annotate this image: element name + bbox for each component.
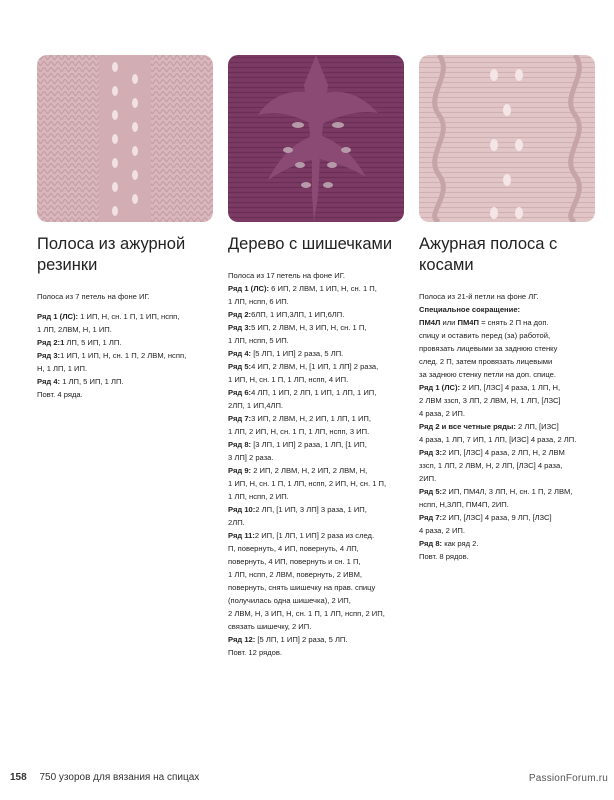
row-text: (получилась одна шишечка), 2 ИП, xyxy=(228,596,351,605)
swatch-image-lace-with-cables xyxy=(419,55,595,222)
row-label: Ряд 1 (ЛС): xyxy=(228,284,270,293)
instruction-line xyxy=(419,524,609,537)
instruction-line xyxy=(37,290,215,303)
row-text: 2ЛП, 1 ИП,4ЛП. xyxy=(228,401,284,410)
row-label: Ряд 12: xyxy=(228,635,256,644)
instruction-line xyxy=(228,321,408,334)
row-text: [3 ЛП, 1 ИП] 2 раза, 1 ЛП, [1 ИП, xyxy=(251,440,367,449)
row-text: 1 ЛП, 2ЛВМ, Н, 1 ИП. xyxy=(37,325,112,334)
instruction-line xyxy=(419,537,609,550)
pattern-column-tree xyxy=(228,234,408,659)
row-text: 2 ЛВМ ззсп, 3 ЛП, 2 ЛВМ, Н, 1 ЛП, [ЛЗС] xyxy=(419,396,561,405)
row-text: Повт. 4 ряда. xyxy=(37,390,83,399)
row-text: 2 ИП, 2 ЛВМ, Н, 2 ИП, 2 ЛВМ, Н, xyxy=(251,466,368,475)
pattern-title: Ажурная полоса с косами xyxy=(419,235,558,274)
instruction-line xyxy=(228,399,408,412)
row-text: Повт. 8 рядов. xyxy=(419,552,469,561)
instruction-line xyxy=(37,323,215,336)
instruction-line xyxy=(419,433,609,446)
row-text: 1 ЛП, нспп, 2 ЛВМ, повернуть, 2 ИВМ, xyxy=(228,570,363,579)
instructions xyxy=(419,290,609,563)
row-text: 1 ИП, Н, сн. 1 П, 1 ЛП, нспп, 2 ИП, Н, сн. 1 П, xyxy=(228,479,387,488)
instruction-line xyxy=(228,607,408,620)
instruction-line xyxy=(419,329,609,342)
row-label: Ряд 5: xyxy=(419,487,443,496)
row-text: повернуть, 4 ИП, повернуть и сн. 1 П, xyxy=(228,557,361,566)
instruction-line xyxy=(228,516,408,529)
instruction-line xyxy=(419,394,609,407)
row-text: 4 раза, 2 ИП. xyxy=(419,526,465,535)
row-label: Ряд 8: xyxy=(419,539,443,548)
row-label: ПМ4П xyxy=(457,318,479,327)
instruction-line xyxy=(37,388,215,401)
instruction-line xyxy=(419,316,609,329)
instruction-line xyxy=(419,290,609,303)
row-text: 2 ИП, [ЛЗС] 4 раза, 9 ЛП, [ЛЗС] xyxy=(442,513,552,522)
row-text: Полоса из 7 петель на фоне ИГ. xyxy=(37,292,150,301)
instruction-line xyxy=(419,407,609,420)
pattern-column-lace-rib xyxy=(37,234,215,401)
row-text: связать шишечку, 2 ИП. xyxy=(228,622,312,631)
row-text: 5 ИП, 2 ЛВМ, Н, 3 ИП, Н, сн. 1 П, xyxy=(251,323,367,332)
row-label: Ряд 3: xyxy=(419,448,443,457)
row-label: Специальное сокращение: xyxy=(419,305,521,314)
row-text: нспп, Н,3ЛП, ПМ4П, 2ИП. xyxy=(419,500,509,509)
instruction-line xyxy=(228,568,408,581)
row-text: 2ИП. xyxy=(419,474,437,483)
row-text: или xyxy=(440,318,458,327)
instruction-line xyxy=(419,472,609,485)
instruction-line xyxy=(228,373,408,386)
instruction-line xyxy=(419,420,609,433)
instruction-line xyxy=(419,342,609,355)
pattern-column-lace-cables xyxy=(419,234,609,563)
row-text: 1 ЛП, 2 ИП, Н, сн. 1 П, 1 ЛП, нспп, 3 ИП. xyxy=(228,427,370,436)
row-text: [5 ЛП, 1 ИП] 2 раза, 5 ЛП. xyxy=(251,349,344,358)
row-text: 2 ЛП, [ИЗС] xyxy=(515,422,559,431)
instruction-line xyxy=(419,446,609,459)
instruction-line xyxy=(419,303,609,316)
row-label: Ряд 2:1 xyxy=(37,338,65,347)
instruction-line xyxy=(37,336,215,349)
instruction-line xyxy=(228,555,408,568)
instruction-line xyxy=(419,511,609,524)
instruction-line xyxy=(37,362,215,375)
row-label: Ряд 4: xyxy=(228,349,252,358)
row-text: как ряд 2. xyxy=(442,539,479,548)
instruction-line xyxy=(228,581,408,594)
row-text: Полоса из 17 петель на фоне ИГ. xyxy=(228,271,345,280)
instruction-line xyxy=(228,542,408,555)
instruction-line xyxy=(419,355,609,368)
instruction-line xyxy=(37,310,215,323)
instruction-line xyxy=(228,451,408,464)
row-label: Ряд 9: xyxy=(228,466,252,475)
row-label: Ряд 1 (ЛС): xyxy=(37,312,79,321)
instruction-line xyxy=(228,438,408,451)
instruction-line xyxy=(228,503,408,516)
row-text: провязать лицевыми за заднюю стенку xyxy=(419,344,558,353)
row-text: 2ЛП. xyxy=(228,518,245,527)
instruction-line xyxy=(228,594,408,607)
row-text: = снять 2 П на доп. xyxy=(478,318,549,327)
instruction-line xyxy=(228,295,408,308)
row-text: ЛП, 5 ИП, 1 ЛП. xyxy=(64,338,122,347)
instruction-line xyxy=(228,633,408,646)
row-text: спицу и оставить перед (за) работой, xyxy=(419,331,551,340)
swatch-image-tree-with-bobbles xyxy=(228,55,404,222)
row-label: Ряд 4: xyxy=(37,377,61,386)
row-text: 4 раза, 2 ИП. xyxy=(419,409,465,418)
instruction-line xyxy=(228,386,408,399)
row-text: 1 ЛП, нспп, 2 ИП. xyxy=(228,492,289,501)
instruction-line xyxy=(228,529,408,542)
instruction-line xyxy=(228,490,408,503)
row-label: Ряд 10: xyxy=(228,505,256,514)
instruction-line xyxy=(228,360,408,373)
row-label: Ряд 3: xyxy=(228,323,252,332)
knit-texture xyxy=(228,55,404,222)
row-text: 2 ИП, [ЛЗС] 4 раза, 2 ЛП, Н, 2 ЛВМ xyxy=(442,448,565,457)
instruction-line xyxy=(228,646,408,659)
instruction-line xyxy=(228,425,408,438)
row-label: Ряд 8: xyxy=(228,440,252,449)
row-text: 3 ИП, 2 ЛВМ, Н, 2 ИП, 1 ЛП, 1 ИП, xyxy=(251,414,371,423)
instruction-line xyxy=(228,412,408,425)
instruction-line xyxy=(419,485,609,498)
row-text: 1 ИП, Н, сн. 1 П, 1 ИП, нспп, xyxy=(78,312,180,321)
swatch-image-lace-rib xyxy=(37,55,213,222)
row-text: 1 ИП, Н, сн. 1 П, 1 ЛП, нспп, 4 ИП. xyxy=(228,375,349,384)
instruction-line xyxy=(228,620,408,633)
instruction-line xyxy=(419,498,609,511)
row-text: [5 ЛП, 1 ИП] 2 раза, 5 ЛП. xyxy=(255,635,348,644)
row-text: П, повернуть, 4 ИП, повернуть, 4 ЛП, xyxy=(228,544,359,553)
pattern-title: Дерево с шишечками xyxy=(228,235,393,253)
instruction-line xyxy=(228,269,408,282)
instruction-line xyxy=(228,347,408,360)
row-text: 6ЛП, 1 ИП,3ЛП, 1 ИП,6ЛП. xyxy=(251,310,345,319)
row-text: 1 ЛП, 5 ИП, 1 ЛП. xyxy=(60,377,124,386)
row-label: ПМ4Л xyxy=(419,318,441,327)
instructions xyxy=(228,269,408,659)
row-text: Полоса из 21-й петли на фоне ЛГ. xyxy=(419,292,539,301)
instruction-line xyxy=(419,459,609,472)
instruction-line xyxy=(228,334,408,347)
row-text: 6 ИП, 2 ЛВМ, 1 ИП, Н, сн. 1 П, xyxy=(269,284,377,293)
row-text: 1 ЛП, нспп, 5 ИП. xyxy=(228,336,289,345)
row-text: повернуть, снять шишечку на прав. спицу xyxy=(228,583,376,592)
instruction-line xyxy=(37,375,215,388)
row-text: 4 раза, 1 ЛП, 7 ИП, 1 ЛП, [ИЗС] 4 раза, 2 ЛП. xyxy=(419,435,577,444)
row-text: 2 ЛВМ, Н, 3 ИП, Н, сн. 1 П, 1 ЛП, нспп, 2 ИП, xyxy=(228,609,385,618)
row-text: 4 ЛП, 1 ИП, 2 ЛП, 1 ИП, 1 ЛП, 1 ИП, xyxy=(251,388,377,397)
instruction-line xyxy=(228,464,408,477)
row-text: ззсп, 1 ЛП, 2 ЛВМ, Н, 2 ЛП, [ЛЗС] 4 раза, xyxy=(419,461,563,470)
row-text: 1 ЛП, нспп, 6 ИП. xyxy=(228,297,289,306)
row-label: Ряд 7: xyxy=(228,414,252,423)
instruction-line xyxy=(419,550,609,563)
row-label: Ряд 1 (ЛС): xyxy=(419,383,461,392)
row-text: след. 2 П, затем провязать лицевыми xyxy=(419,357,553,366)
row-text: 3 ЛП] 2 раза. xyxy=(228,453,274,462)
row-text: за заднюю стенку петли на доп. спице. xyxy=(419,370,557,379)
watermark-text: PassionForum.ru xyxy=(528,773,608,784)
page-number: 158 xyxy=(10,772,27,783)
row-text: Повт. 12 рядов. xyxy=(228,648,283,657)
instruction-line xyxy=(37,349,215,362)
instruction-line xyxy=(228,477,408,490)
row-text: 2 ИП, ПМ4Л, 3 ЛП, Н, сн. 1 П, 2 ЛВМ, xyxy=(442,487,573,496)
row-label: Ряд 2 и все четные ряды: xyxy=(419,422,516,431)
row-text: 2 ИП, [1 ЛП, 1 ИП] 2 раза из след. xyxy=(254,531,375,540)
instructions xyxy=(37,290,215,401)
row-label: Ряд 2: xyxy=(228,310,252,319)
row-text: 2 ЛП, [1 ИП, 3 ЛП] 3 раза, 1 ИП, xyxy=(255,505,367,514)
row-label: Ряд 6: xyxy=(228,388,252,397)
row-text: 1 ИП, 1 ИП, Н, сн. 1 П, 2 ЛВМ, нспп, xyxy=(60,351,187,360)
row-label: Ряд 5: xyxy=(228,362,252,371)
knit-texture xyxy=(419,55,595,222)
page-footer xyxy=(10,772,199,783)
instruction-line xyxy=(228,308,408,321)
row-label: Ряд 7: xyxy=(419,513,443,522)
row-text: 4 ИП, 2 ЛВМ, Н, [1 ИП, 1 ЛП] 2 раза, xyxy=(251,362,379,371)
row-label: Ряд 11: xyxy=(228,531,255,540)
book-title: 750 узоров для вязания на спицах xyxy=(39,772,200,783)
instruction-line xyxy=(419,381,609,394)
instruction-line xyxy=(419,368,609,381)
row-text: Н, 1 ЛП, 1 ИП. xyxy=(37,364,88,373)
row-label: Ряд 3: xyxy=(37,351,61,360)
row-text: 2 ИП, [ЛЗС] 4 раза, 1 ЛП, Н, xyxy=(460,383,561,392)
instruction-line xyxy=(228,282,408,295)
knit-texture xyxy=(37,55,213,222)
pattern-title: Полоса из ажурной резинки xyxy=(37,235,186,274)
